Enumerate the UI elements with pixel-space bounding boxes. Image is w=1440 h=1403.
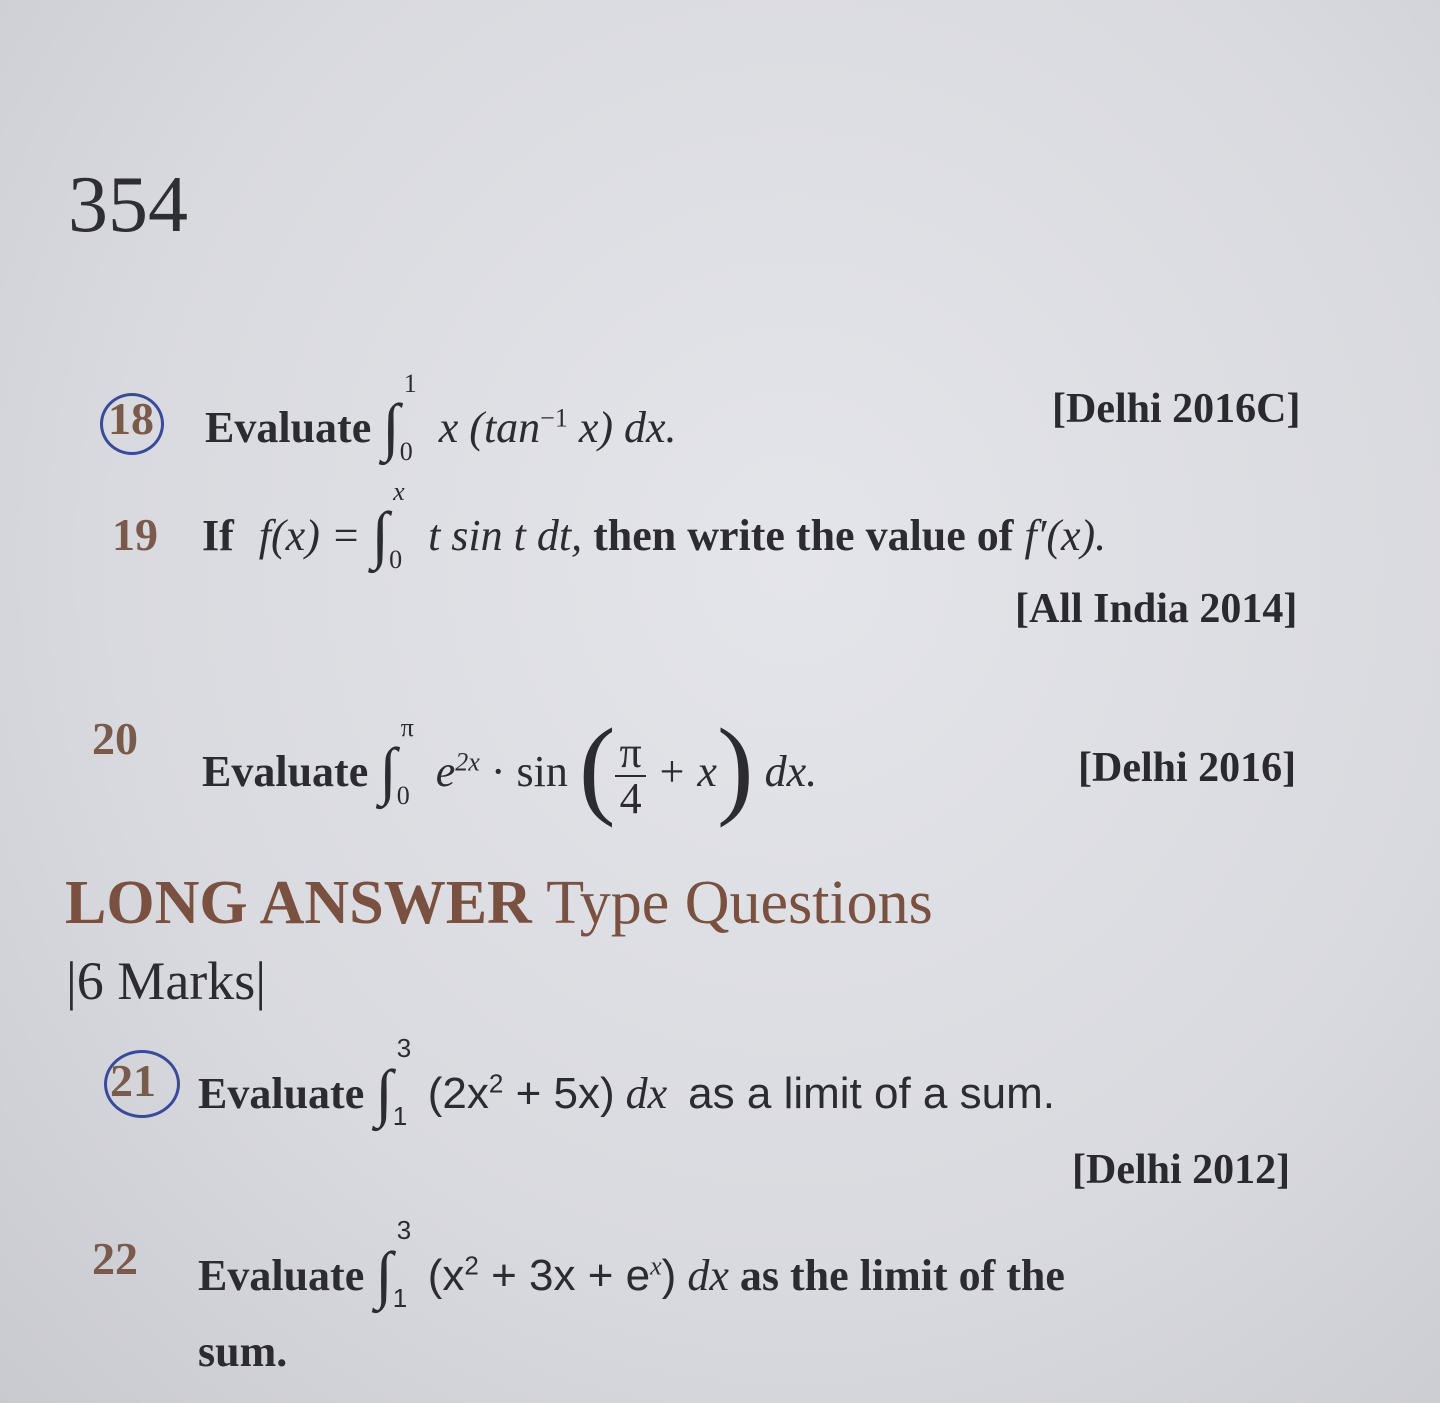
question-19-reference: [All India 2014] <box>1015 586 1298 632</box>
pen-circle-mark <box>104 1050 180 1118</box>
integral-sign: ∫ <box>375 1057 393 1128</box>
section-marks: |6 Marks| <box>66 951 267 1011</box>
section-heading: LONG ANSWER Type Questions <box>65 869 933 937</box>
fraction-denominator: 4 <box>619 773 642 823</box>
question-20-reference: [Delhi 2016] <box>1078 745 1297 791</box>
fraction-numerator: π <box>615 731 645 777</box>
question-18-reference: [Delhi 2016C] <box>1052 386 1301 432</box>
question-21-reference: [Delhi 2012] <box>1072 1147 1291 1193</box>
question-22-text: Evaluate ∫ 3 1 $(x^2 + 3x + e^x)$ dx as the limit of the <box>198 1215 1065 1313</box>
question-22-text-line2: sum. <box>198 1327 288 1376</box>
question-number-18: 18 <box>108 393 154 444</box>
integral-sign: ∫ <box>371 499 390 570</box>
question-20-text: Evaluate ∫ π 0 $e^{2x} \cdot \sin$ ( $\frac{\pi}{4}$ + x) dx. <box>202 706 818 828</box>
pen-circle-mark <box>100 393 164 455</box>
question-number-21: 21 <box>110 1055 156 1106</box>
integral-sign: ∫ <box>375 1239 393 1310</box>
question-21-text: Evaluate ∫ 3 1 $(2x^2 + 5x)$ dx as a limit of a sum. <box>198 1033 1055 1131</box>
question-number-20: 20 <box>92 713 138 764</box>
question-19-text: If f(x) = ∫ x 0 t sin t dt, then write the value of f′(x). <box>202 477 1107 574</box>
page-number: 354 <box>68 161 188 249</box>
question-number-22: 22 <box>92 1233 138 1284</box>
question-number-19: 19 <box>112 509 158 560</box>
question-18-text: Evaluate ∫ 1 0 x ($\tan^{-1}$ x) dx. <box>205 369 677 466</box>
integral-sign: ∫ <box>382 391 400 462</box>
integral-sign: ∫ <box>379 735 397 806</box>
